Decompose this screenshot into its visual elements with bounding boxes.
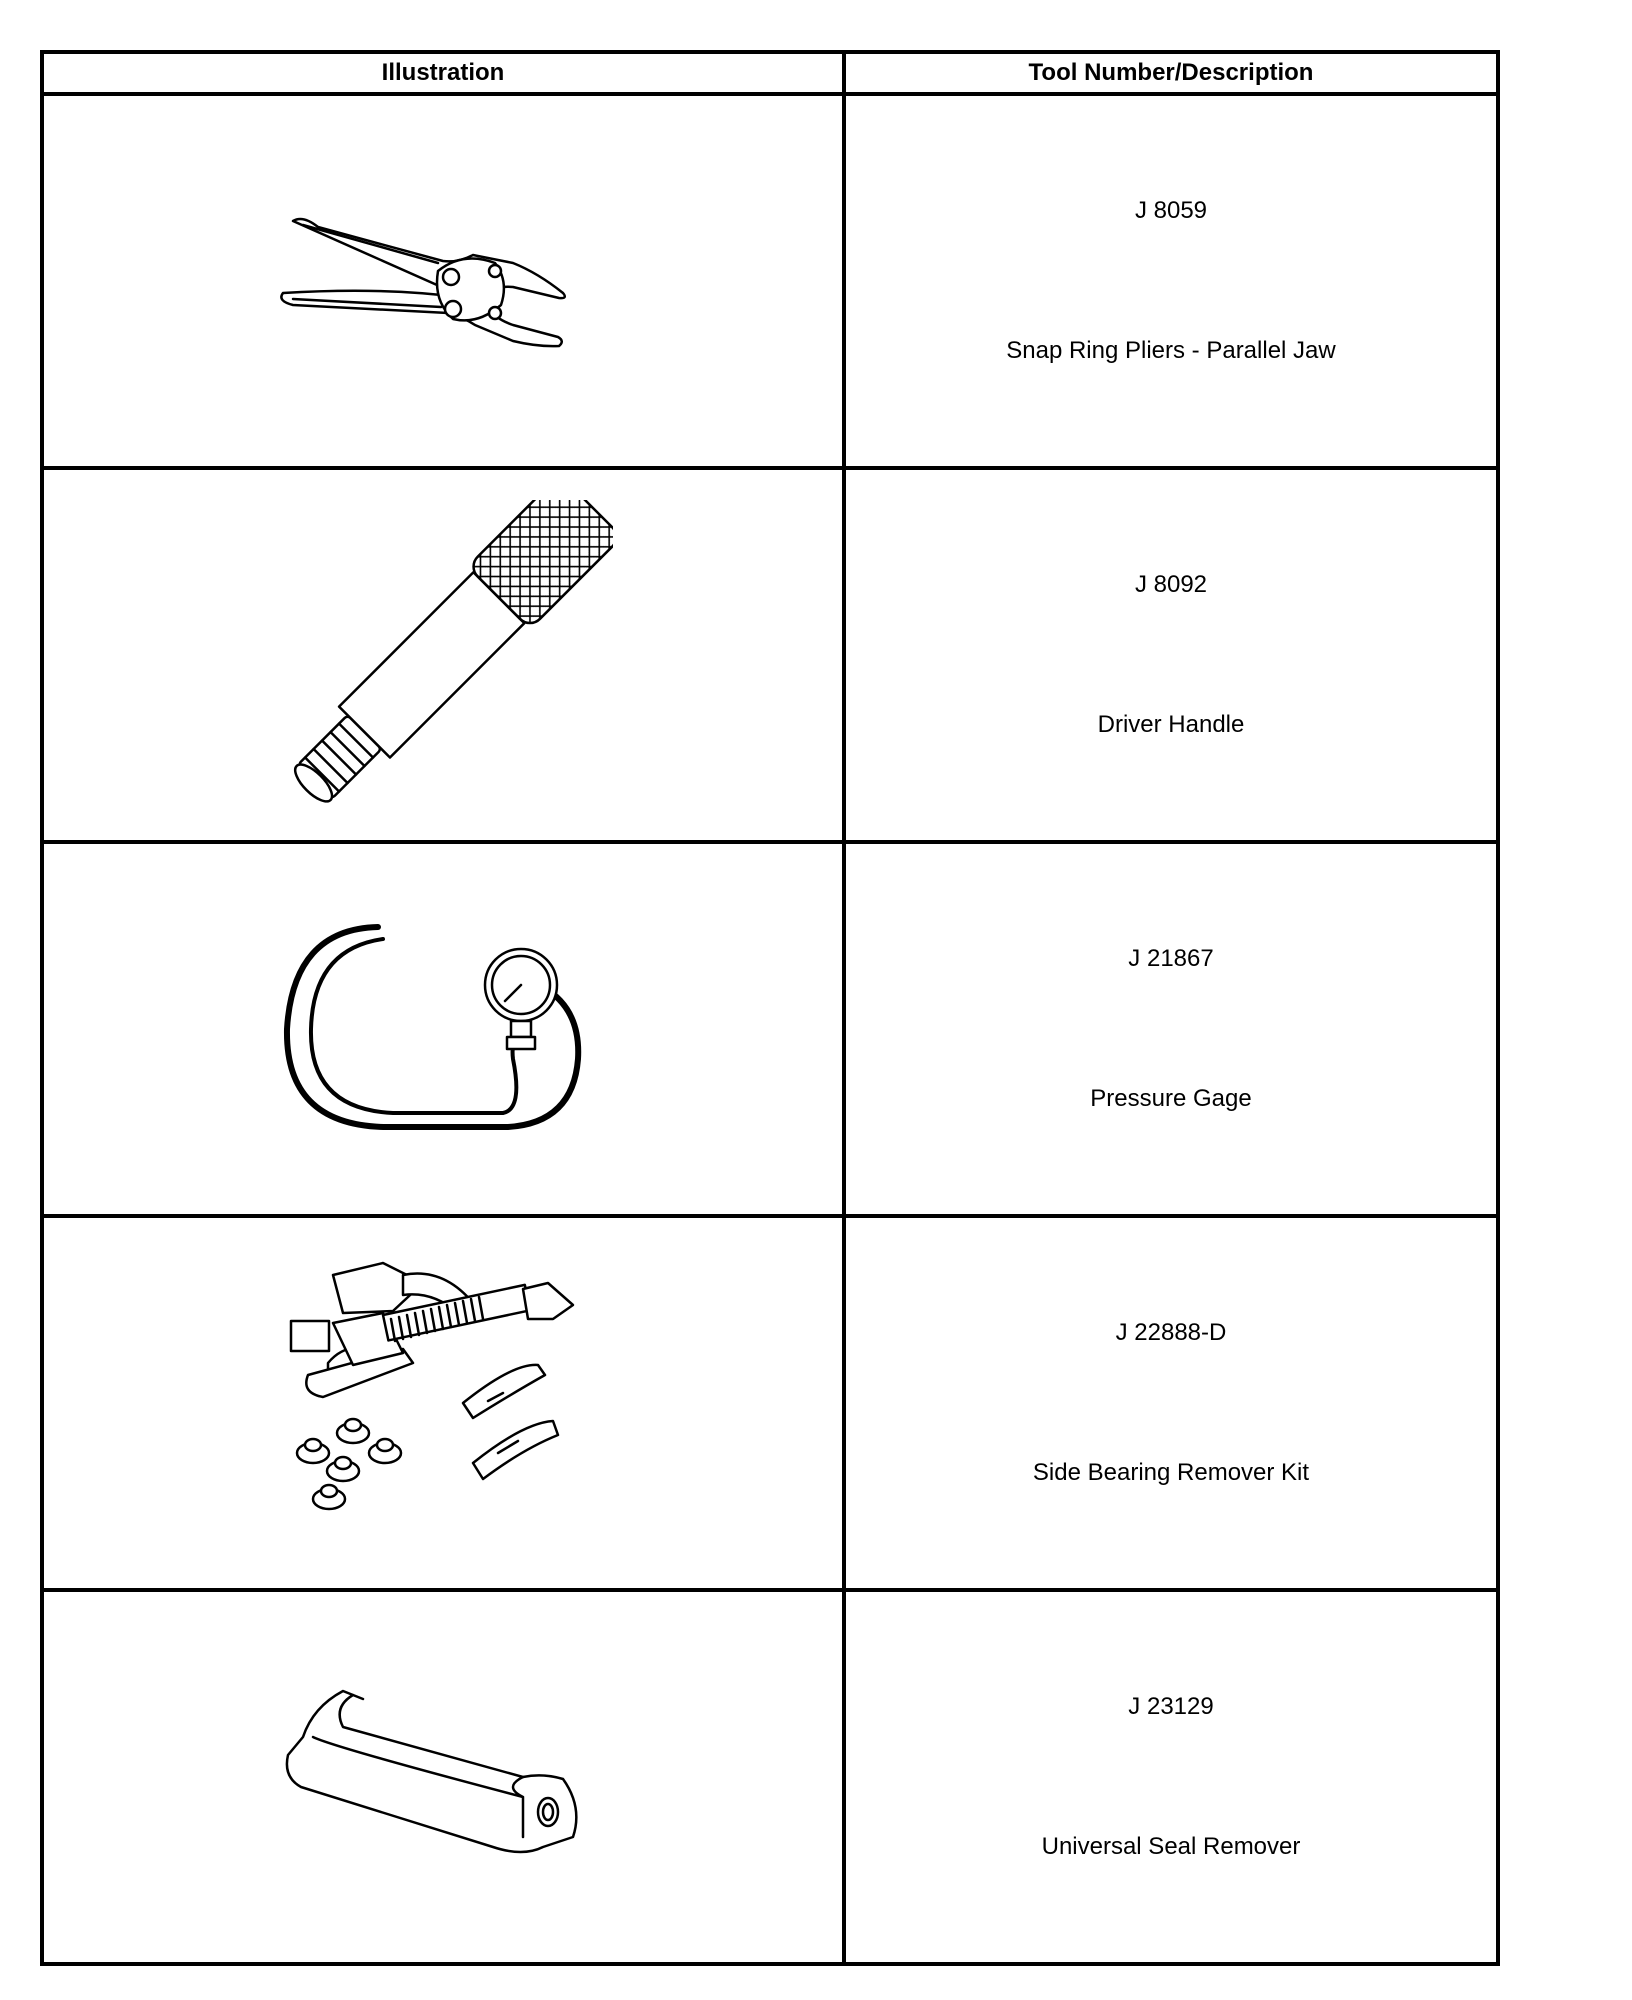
pressure-gage-icon [273, 909, 613, 1149]
tool-description: Universal Seal Remover [1041, 1833, 1301, 1860]
tool-cell [844, 94, 1498, 468]
illustration-cell [42, 94, 844, 468]
tool-cell [844, 1216, 1498, 1590]
universal-seal-remover-icon [273, 1687, 613, 1867]
tool-number: J 21867 [1128, 945, 1214, 972]
tool-description: Driver Handle [1097, 711, 1245, 738]
table-row [42, 1590, 1498, 1964]
special-tools-table [40, 50, 1500, 1966]
illustration-cell [42, 1590, 844, 1964]
snap-ring-pliers-icon [263, 201, 623, 361]
table-row [42, 842, 1498, 1216]
side-bearing-remover-kit-icon [273, 1253, 613, 1553]
tool-number: J 23129 [1128, 1693, 1214, 1720]
tool-number: J 8059 [1134, 197, 1208, 224]
tool-cell [844, 1590, 1498, 1964]
driver-handle-icon [273, 500, 613, 810]
tool-header: Tool Number/Description [844, 52, 1498, 94]
table-row [42, 468, 1498, 842]
illustration-cell [42, 842, 844, 1216]
tool-number: J 8092 [1134, 571, 1208, 598]
tool-description: Side Bearing Remover Kit [1032, 1459, 1310, 1486]
tool-number: J 22888-D [1115, 1319, 1227, 1346]
tool-description: Pressure Gage [1090, 1085, 1252, 1112]
tool-cell [844, 468, 1498, 842]
illustration-header: Illustration [42, 52, 844, 94]
header-row [42, 52, 1498, 94]
illustration-cell [42, 468, 844, 842]
illustration-cell [42, 1216, 844, 1590]
table-row [42, 94, 1498, 468]
table-row [42, 1216, 1498, 1590]
tool-cell [844, 842, 1498, 1216]
tool-description: Snap Ring Pliers - Parallel Jaw [1006, 337, 1336, 364]
